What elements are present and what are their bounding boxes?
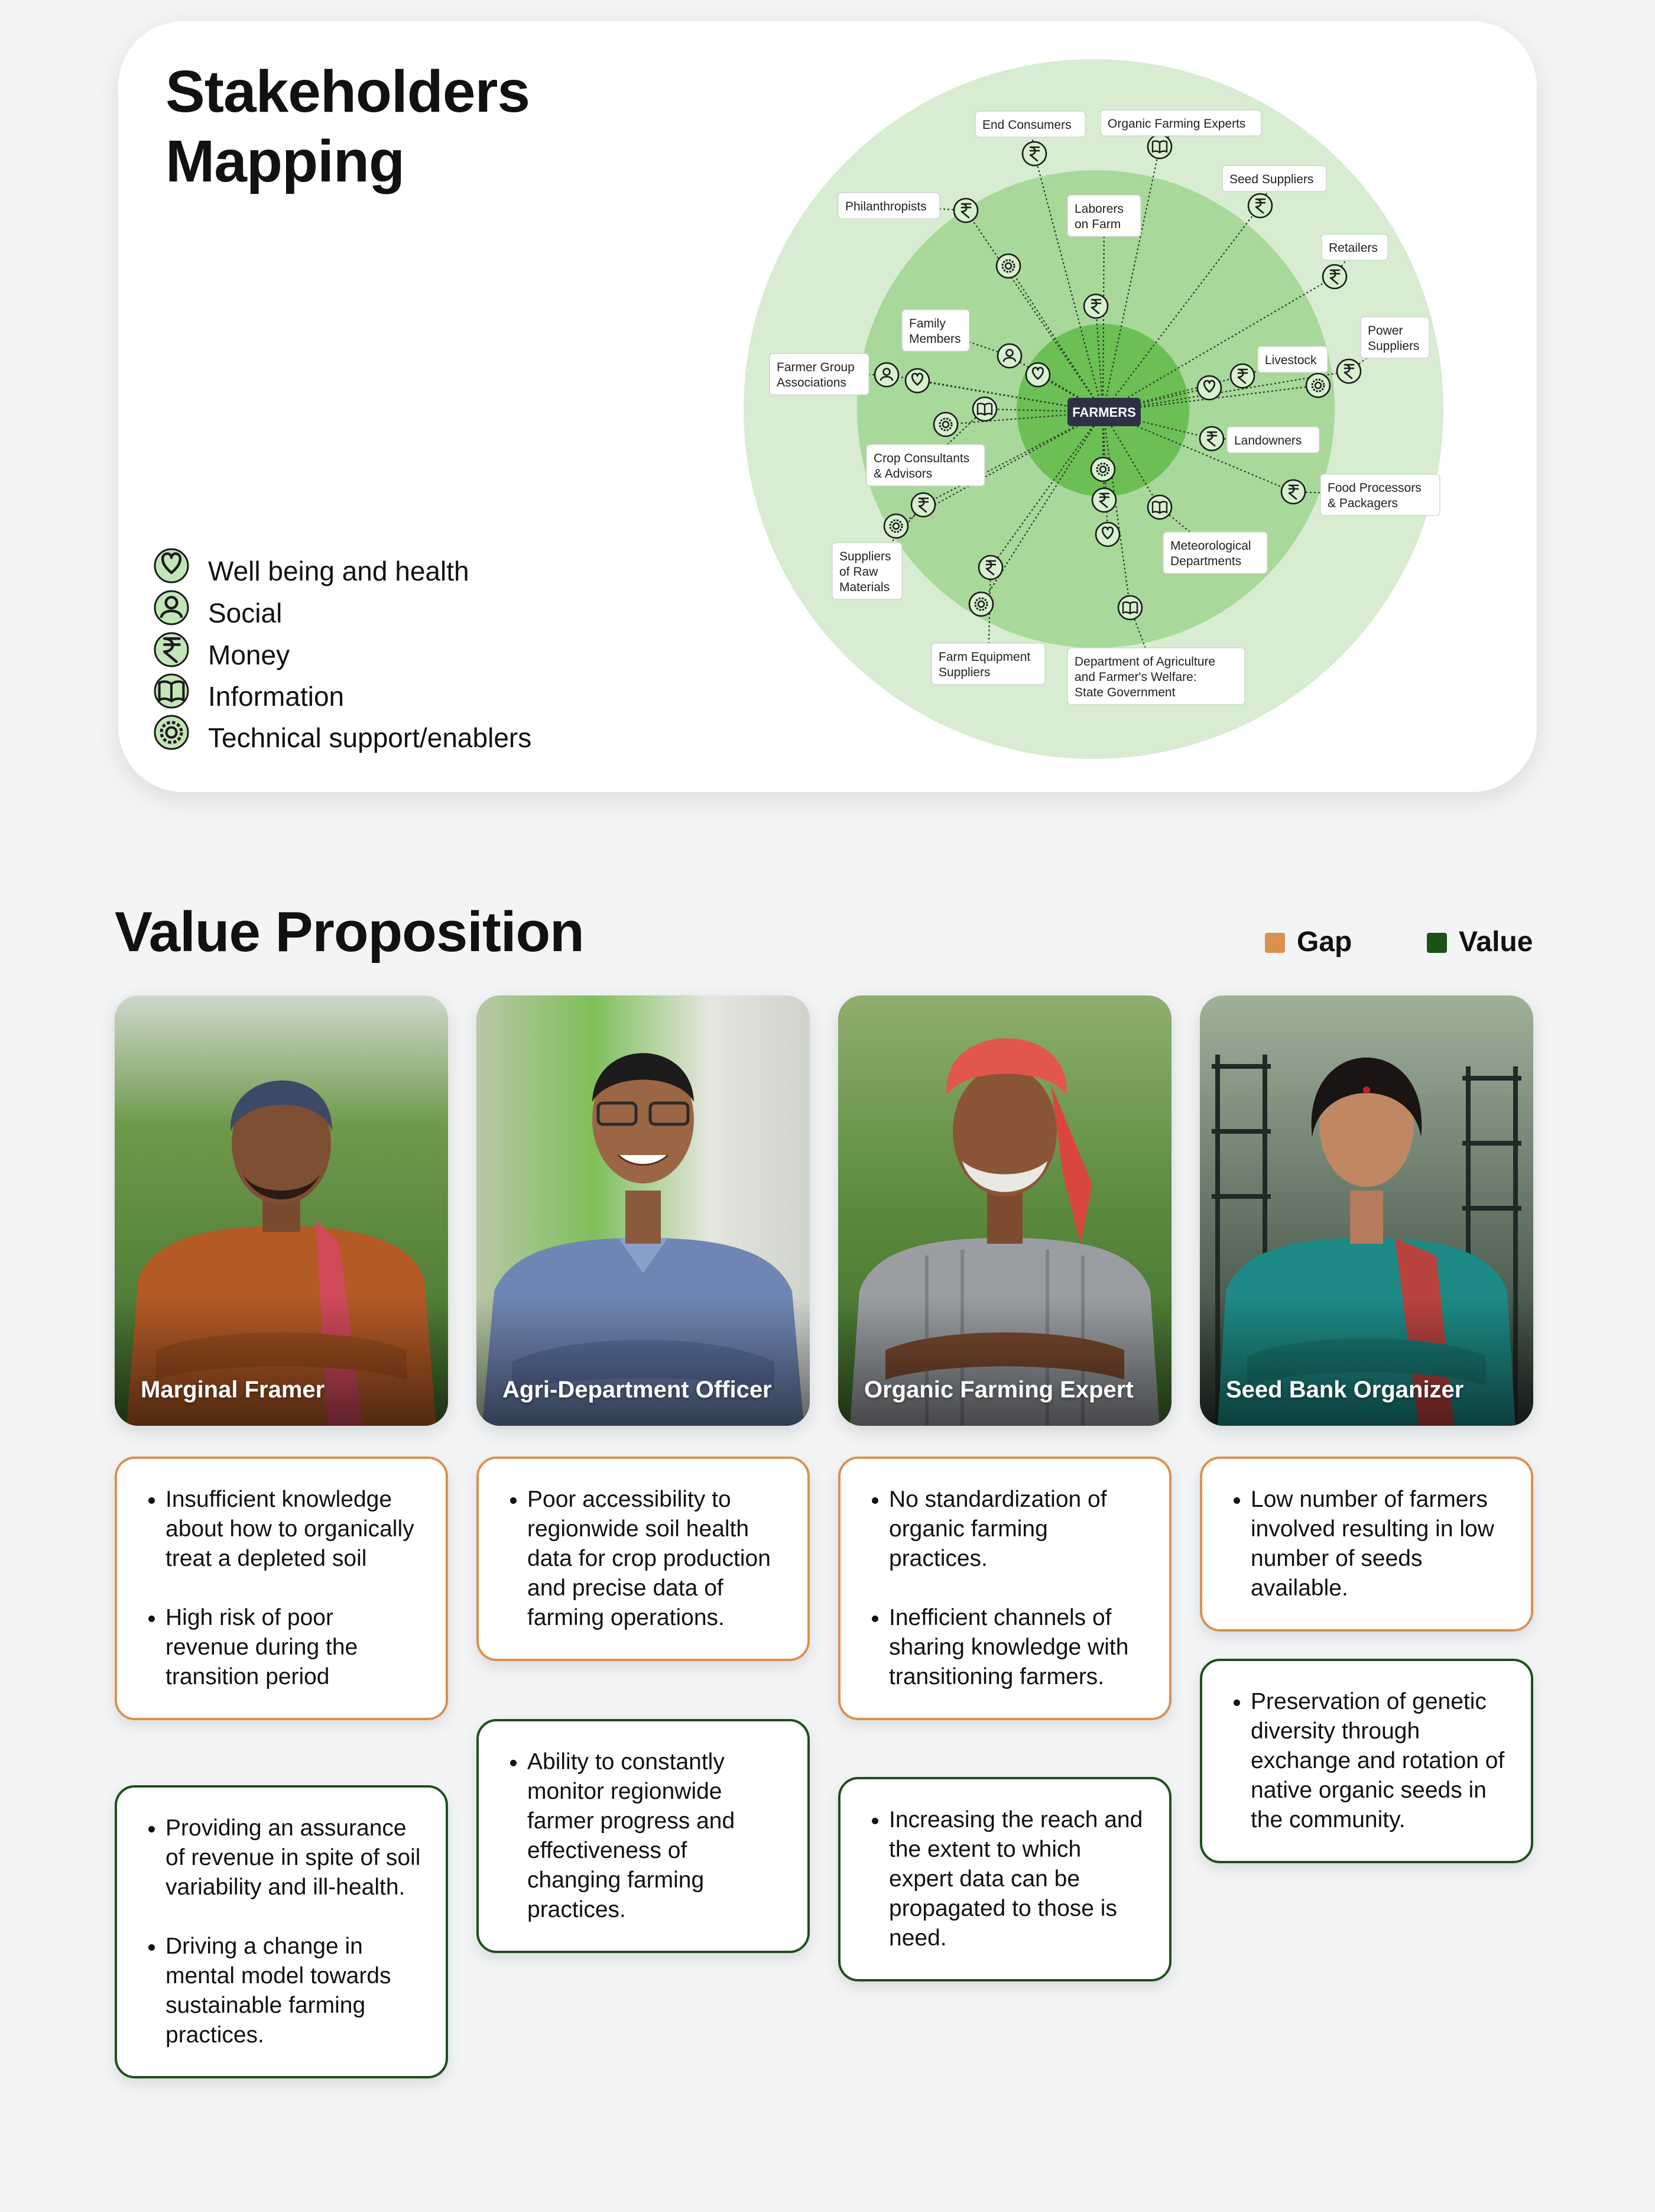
stakeholder-label: Food Processors — [1328, 481, 1422, 495]
legend-gap-label: Gap — [1297, 926, 1352, 958]
legend-item-technical — [152, 713, 566, 755]
stakeholder-label: Livestock — [1265, 353, 1317, 367]
stakeholder-label: Members — [909, 332, 961, 346]
gap-item: • Low number of farmers involved resulting in low number of seeds available. — [1251, 1485, 1507, 1603]
rupee-icon — [1023, 142, 1046, 166]
stakeholder-label: on Farm — [1075, 218, 1121, 231]
rupee-icon — [954, 199, 978, 222]
value-box-marginal-farmer — [115, 1785, 448, 2078]
stakeholder-node — [1101, 110, 1261, 136]
center-node — [1067, 398, 1141, 426]
gap-item: • High risk of poor revenue during the transition period — [166, 1603, 422, 1692]
stakeholder-label: Farm Equipment — [939, 650, 1031, 664]
gap-box-agri-officer — [476, 1457, 810, 1661]
stakeholder-node — [975, 111, 1085, 137]
stakeholder-label: Suppliers — [839, 550, 891, 563]
gap-item: • Insufficient knowledge about how to organically treat a depleted soil — [166, 1485, 422, 1574]
value-swatch — [1427, 933, 1447, 953]
farmers-label: FARMERS — [1072, 405, 1136, 420]
stakeholder-label: Laborers — [1075, 202, 1124, 216]
persona-name: Agri-Department Officer — [502, 1377, 772, 1403]
rupee-icon — [152, 631, 190, 669]
book-icon — [1148, 495, 1172, 519]
heart-icon — [906, 369, 929, 393]
heart-icon — [1096, 523, 1119, 546]
stakeholder-label: Crop Consultants — [874, 452, 970, 465]
stakeholder-node — [1067, 195, 1141, 236]
stakeholder-node — [1258, 346, 1328, 372]
book-icon — [973, 397, 997, 421]
legend-label: Information — [208, 681, 345, 712]
legend-item-wellbeing — [152, 547, 566, 588]
person-icon — [152, 589, 190, 627]
stakeholder-label: Philanthropists — [845, 200, 927, 213]
stakeholder-label: and Farmer's Welfare: — [1075, 670, 1197, 684]
stakeholder-node — [1163, 532, 1267, 573]
gap-box-seed-bank — [1200, 1457, 1533, 1632]
persona-card-marginal-farmer — [115, 995, 448, 1426]
stakeholder-node — [867, 445, 985, 486]
stakeholder-label: Family — [909, 317, 946, 330]
stakeholder-node — [832, 543, 902, 599]
gap-item: • No standardization of organic farming practices. — [889, 1485, 1145, 1574]
gear-icon — [884, 514, 908, 538]
book-icon — [1148, 135, 1172, 158]
rupee-icon — [1092, 488, 1116, 512]
stakeholder-label: & Packagers — [1328, 497, 1398, 510]
persona-name: Marginal Framer — [141, 1377, 325, 1403]
stakeholder-label: Departments — [1170, 554, 1242, 568]
value-item: • Increasing the reach and the extent to which expert data can be propagated to those is need. — [889, 1805, 1145, 1953]
stakeholder-node — [1227, 427, 1319, 453]
stakeholder-label: Materials — [839, 580, 890, 594]
stakeholder-node — [902, 310, 969, 351]
stakeholder-node — [1067, 648, 1245, 705]
stakeholder-label: of Raw — [839, 565, 878, 579]
stakeholder-label: State Government — [1075, 686, 1176, 699]
stakeholder-node — [1222, 166, 1326, 192]
gear-icon — [997, 254, 1020, 278]
persona-name: Seed Bank Organizer — [1226, 1377, 1464, 1403]
value-proposition-title: Value Proposition — [115, 900, 584, 964]
stakeholder-node — [932, 643, 1045, 685]
stakeholder-label: Suppliers — [939, 666, 991, 679]
value-box-seed-bank — [1200, 1659, 1533, 1863]
stakeholder-label: Retailers — [1329, 241, 1378, 255]
rupee-icon — [1337, 359, 1361, 383]
stakeholder-node — [770, 353, 869, 395]
stakeholders-title: Stakeholders Mapping — [166, 59, 530, 194]
person-icon — [998, 344, 1021, 368]
legend-label: Well being and health — [208, 556, 469, 586]
stakeholder-node — [838, 193, 940, 219]
gear-icon — [969, 592, 993, 616]
persona-photo — [115, 995, 448, 1426]
stakeholder-node — [1320, 474, 1440, 515]
gap-item: • Inefficient channels of sharing knowledge with transitioning farmers. — [889, 1603, 1145, 1692]
legend-label: Social — [208, 598, 283, 628]
rupee-icon — [1084, 294, 1108, 318]
rupee-icon — [1231, 364, 1254, 388]
stakeholder-label: Suppliers — [1368, 339, 1420, 353]
value-box-agri-officer — [476, 1719, 810, 1953]
rupee-icon — [979, 556, 1002, 579]
legend-item-social — [152, 589, 566, 630]
value-item: • Ability to constantly monitor regionwide farmer progress and effectiveness of changing farming practices. — [527, 1747, 784, 1925]
rupee-icon — [1200, 427, 1224, 450]
legend-label: Technical support/enablers — [208, 722, 532, 753]
stakeholder-label: Seed Suppliers — [1229, 173, 1314, 186]
stakeholder-label: & Advisors — [874, 467, 933, 481]
rupee-icon — [911, 493, 935, 517]
value-box-organic-expert — [838, 1777, 1172, 1981]
persona-photo — [476, 995, 810, 1426]
persona-card-seed-bank — [1200, 995, 1533, 1426]
gap-swatch — [1265, 933, 1285, 953]
legend-value-label: Value — [1459, 926, 1533, 958]
heart-icon — [152, 547, 190, 585]
stakeholder-label: Farmer Group — [777, 361, 855, 374]
gear-icon — [1091, 458, 1115, 481]
stakeholder-node — [1322, 234, 1388, 260]
persona-photo — [838, 995, 1172, 1426]
gap-item: • Poor accessibility to regionwide soil health data for crop production and precise data of farming operations. — [527, 1485, 784, 1633]
stakeholder-label: Department of Agriculture — [1075, 655, 1216, 669]
stakeholder-label: Power — [1368, 324, 1403, 338]
persona-card-organic-expert — [838, 995, 1172, 1426]
stakeholder-label: Organic Farming Experts — [1108, 117, 1246, 131]
gap-box-organic-expert — [838, 1457, 1172, 1720]
persona-photo — [1200, 995, 1533, 1426]
persona-name: Organic Farming Expert — [864, 1377, 1134, 1403]
rupee-icon — [1248, 194, 1272, 218]
person-icon — [875, 363, 898, 387]
heart-icon — [1026, 363, 1050, 387]
gear-icon — [1306, 374, 1330, 397]
book-icon — [152, 672, 190, 710]
heart-icon — [1198, 376, 1221, 400]
stakeholder-label: Landowners — [1234, 434, 1302, 447]
legend-item-information — [152, 672, 566, 713]
stakeholder-node — [1361, 317, 1429, 358]
rupee-icon — [1323, 265, 1346, 288]
gear-icon — [934, 413, 958, 436]
stakeholder-label: Associations — [777, 376, 846, 390]
stakeholder-label: Meteorological — [1170, 539, 1251, 553]
rupee-icon — [1281, 480, 1305, 504]
value-item: • Preservation of genetic diversity through exchange and rotation of native organic seeds in the community. — [1251, 1687, 1507, 1835]
gap-box-marginal-farmer — [115, 1457, 448, 1720]
stakeholder-label: End Consumers — [982, 118, 1072, 132]
legend-item-money — [152, 631, 566, 672]
persona-card-agri-officer — [476, 995, 810, 1426]
book-icon — [1118, 596, 1142, 620]
gear-icon — [152, 713, 190, 751]
legend-label: Money — [208, 640, 290, 670]
value-item: • Driving a change in mental model towards sustainable farming practices. — [166, 1932, 422, 2050]
value-item: • Providing an assurance of revenue in spite of soil variability and ill-health. — [166, 1814, 422, 1902]
